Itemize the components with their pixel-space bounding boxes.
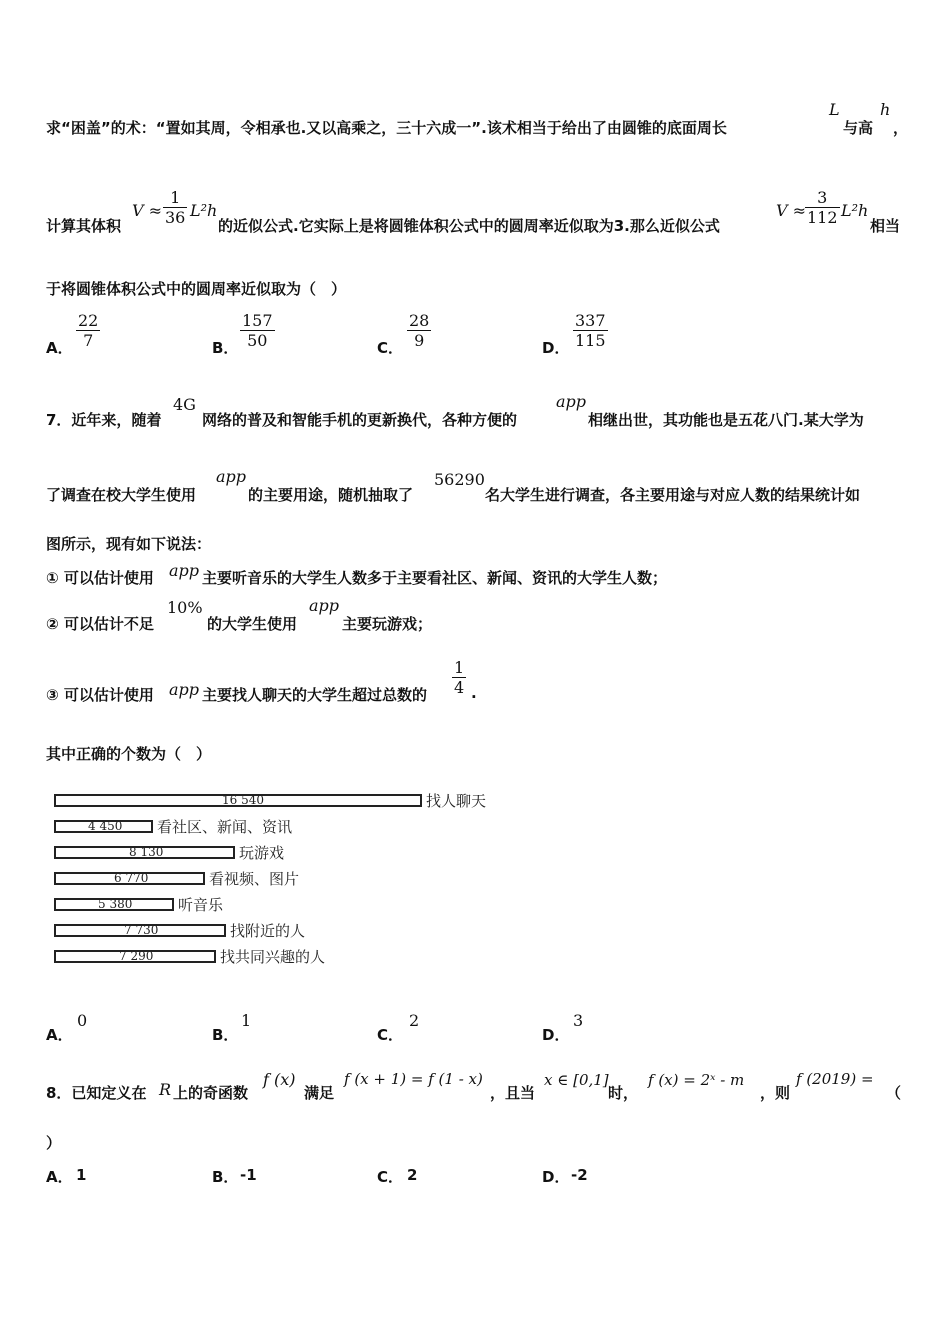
q8-domain: x ∈ [0,1] bbox=[544, 1071, 609, 1089]
bar-row bbox=[54, 846, 514, 860]
q8-text-f: ，则 bbox=[760, 1084, 791, 1102]
q7-app-1: app bbox=[556, 392, 587, 411]
q8-option-a-label: A． bbox=[46, 1168, 73, 1186]
q6-option-a-label: A． bbox=[46, 339, 73, 357]
option-denominator: 7 bbox=[83, 331, 94, 350]
q7-line2-text: 了调查在校大学生使用 bbox=[46, 486, 197, 504]
q6-formula1-denominator: 36 bbox=[165, 208, 186, 227]
q6-formula1-suffix: L²h bbox=[190, 201, 218, 220]
q7-statement-1: ① 可以估计使用 bbox=[46, 569, 154, 587]
q7-app-2: app bbox=[216, 467, 247, 486]
q8-option-c-label: C． bbox=[377, 1168, 404, 1186]
q8-text-c: 满足 bbox=[304, 1084, 335, 1102]
q7-statement-2: ② 可以估计不足 bbox=[46, 615, 154, 633]
q8-text-e: 时， bbox=[608, 1084, 639, 1102]
bar-category-label: 听音乐 bbox=[178, 896, 224, 914]
q6-L-symbol: L bbox=[829, 100, 840, 119]
q6-formula1-numerator: 1 bbox=[170, 188, 181, 207]
bar-category-label: 看社区、新闻、资讯 bbox=[157, 818, 293, 836]
q6-h-symbol: h bbox=[880, 100, 891, 119]
option-numerator: 337 bbox=[575, 311, 606, 330]
q6-formula2-fraction bbox=[805, 188, 840, 227]
q7-4g: 4G bbox=[173, 395, 196, 414]
q8-text-h: ） bbox=[46, 1134, 62, 1152]
option-denominator: 50 bbox=[247, 331, 268, 350]
bar-row bbox=[54, 820, 514, 834]
q8-R: R bbox=[159, 1080, 172, 1099]
bar-value-label: 7 290 bbox=[119, 949, 154, 963]
q7-option-a-label: A． bbox=[46, 1026, 73, 1044]
q7-app-3: app bbox=[169, 561, 200, 580]
q6-formula1-prefix: V ≈ bbox=[132, 201, 163, 220]
q7-line1-text-b: 网络的普及和智能手机的更新换代，各种方便的 bbox=[202, 411, 518, 429]
q8-option-d-label: D． bbox=[542, 1168, 570, 1186]
q7-app-4: app bbox=[309, 596, 340, 615]
q7-percent: 10% bbox=[167, 598, 203, 617]
q7-line2-text-b: 的主要用途，随机抽取了 bbox=[248, 486, 414, 504]
q8-equation-1: f (x + 1) = f (1 - x) bbox=[344, 1070, 483, 1088]
q6-line1-text-b: 与高 bbox=[843, 119, 874, 137]
q6-option-a-fraction bbox=[76, 311, 100, 350]
q7-statement-2-c: 主要玩游戏； bbox=[342, 615, 433, 633]
q7-option-c-value: 2 bbox=[409, 1011, 420, 1030]
q7-statement-2-b: 的大学生使用 bbox=[207, 615, 298, 633]
q8-equation-2: f (x) = 2ˣ - m bbox=[648, 1071, 745, 1089]
q8-text-d: ，且当 bbox=[490, 1084, 536, 1102]
fraction-numerator: 1 bbox=[454, 658, 465, 677]
bar-category-label: 找人聊天 bbox=[426, 792, 487, 810]
bar-category-label: 找共同兴趣的人 bbox=[220, 948, 326, 966]
bar-value-label: 8 130 bbox=[129, 845, 164, 859]
q6-line1-text: 求“困盖”的术：“置如其周，令相承也.又以高乘之，三十六成一”.该术相当于给出了由圆锥的底面周长 bbox=[46, 119, 727, 137]
option-numerator: 22 bbox=[78, 311, 99, 330]
q6-formula2-suffix: L²h bbox=[841, 201, 869, 220]
q8-option-b-value: -1 bbox=[240, 1166, 257, 1184]
q7-statement-3-c: . bbox=[471, 684, 477, 702]
q6-option-d-label: D． bbox=[542, 339, 570, 357]
q6-option-b-fraction bbox=[240, 311, 275, 350]
q6-line1-text-c: ， bbox=[893, 119, 909, 137]
q7-line3-text: 图所示，现有如下说法： bbox=[46, 535, 212, 553]
q6-option-d-fraction bbox=[573, 311, 608, 350]
q6-option-c-fraction bbox=[407, 311, 431, 350]
q6-option-c-label: C． bbox=[377, 339, 404, 357]
q7-statement-3-b: 主要找人聊天的大学生超过总数的 bbox=[202, 686, 428, 704]
q8-option-d-value: -2 bbox=[571, 1166, 588, 1184]
q6-line2-text-b: 的近似公式.它实际上是将圆锥体积公式中的圆周率近似取为3.那么近似公式 bbox=[218, 217, 720, 235]
bar-value-label: 16 540 bbox=[222, 793, 264, 807]
q8-fx: f (x) bbox=[263, 1070, 296, 1089]
q8-text-b: 上的奇函数 bbox=[173, 1084, 249, 1102]
q6-formula2-prefix: V ≈ bbox=[776, 201, 807, 220]
option-numerator: 28 bbox=[409, 311, 430, 330]
q7-option-d-label: D． bbox=[542, 1026, 570, 1044]
q7-app-5: app bbox=[169, 680, 200, 699]
q8-option-c-value: 2 bbox=[407, 1166, 418, 1184]
q7-quarter-fraction bbox=[452, 658, 466, 697]
bar-row bbox=[54, 898, 514, 912]
q6-formula2-denominator: 112 bbox=[807, 208, 838, 227]
bar-category-label: 玩游戏 bbox=[239, 844, 285, 862]
fraction-denominator: 4 bbox=[454, 678, 465, 697]
bar-value-label: 7 730 bbox=[124, 923, 159, 937]
option-numerator: 157 bbox=[242, 311, 273, 330]
bar-value-label: 4 450 bbox=[88, 819, 123, 833]
bar-value-label: 6 770 bbox=[114, 871, 149, 885]
bar-row bbox=[54, 872, 514, 886]
q7-line1-text-c: 相继出世，其功能也是五花八门.某大学为 bbox=[588, 411, 864, 429]
q8-equation-3: f (2019) = bbox=[796, 1070, 874, 1088]
q6-line2-text-c: 相当 bbox=[870, 217, 901, 235]
usage-bar-chart bbox=[40, 778, 520, 978]
bar-row bbox=[54, 950, 514, 964]
q7-statement-3: ③ 可以估计使用 bbox=[46, 686, 154, 704]
q6-formula2-numerator: 3 bbox=[817, 188, 828, 207]
option-denominator: 115 bbox=[575, 331, 606, 350]
option-denominator: 9 bbox=[414, 331, 425, 350]
q8-option-b-label: B． bbox=[212, 1168, 239, 1186]
q7-question: 其中正确的个数为（ ） bbox=[46, 745, 212, 763]
q7-option-a-value: 0 bbox=[77, 1011, 88, 1030]
q8-option-a-value: 1 bbox=[76, 1166, 87, 1184]
q6-option-b-label: B． bbox=[212, 339, 239, 357]
q6-line2-text: 计算其体积 bbox=[46, 217, 122, 235]
q7-option-c-label: C． bbox=[377, 1026, 404, 1044]
q7-sample-size: 56290 bbox=[434, 470, 485, 489]
bar-row bbox=[54, 794, 514, 808]
q8-text-g: （ bbox=[886, 1084, 902, 1102]
q8-text: 8．已知定义在 bbox=[46, 1084, 147, 1102]
bar-category-label: 找附近的人 bbox=[230, 922, 306, 940]
q7-option-b-label: B． bbox=[212, 1026, 239, 1044]
q7-statement-1-b: 主要听音乐的大学生人数多于主要看社区、新闻、资讯的大学生人数； bbox=[202, 569, 668, 587]
q7-line2-text-c: 名大学生进行调查，各主要用途与对应人数的结果统计如 bbox=[485, 486, 861, 504]
bar-row bbox=[54, 924, 514, 938]
bar-value-label: 5 380 bbox=[98, 897, 133, 911]
q6-line3-text: 于将圆锥体积公式中的圆周率近似取为（ ） bbox=[46, 280, 347, 298]
q7-option-d-value: 3 bbox=[573, 1011, 584, 1030]
bar-category-label: 看视频、图片 bbox=[209, 870, 300, 888]
q7-line1-text: 7．近年来，随着 bbox=[46, 411, 162, 429]
q6-formula1-fraction bbox=[163, 188, 187, 227]
q7-option-b-value: 1 bbox=[241, 1011, 252, 1030]
